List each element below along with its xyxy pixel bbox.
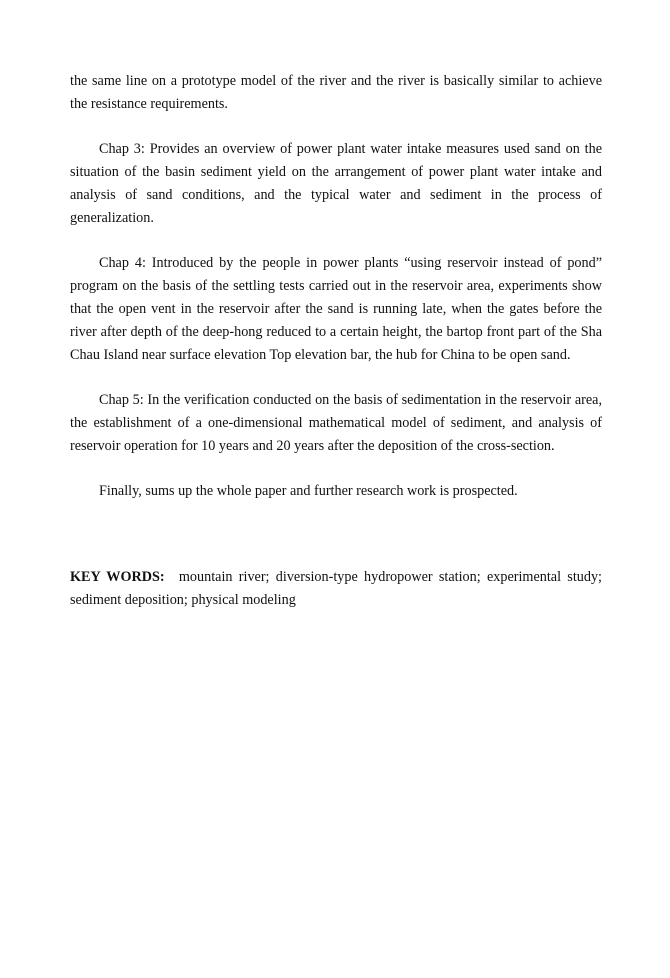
- paragraph-continuation: the same line on a prototype model of the river and the river is basically similar to achieve the resistance requirements.: [70, 73, 602, 112]
- paragraph-chap-3: Chap 3: Provides an overview of power plant water intake measures used sand on the situation of the basin sediment yield on the arrangement of power plant water intake and analysis of sand conditions, and the typical water and sediment in the process of generalization.: [70, 141, 602, 226]
- abstract-body: [70, 70, 602, 634]
- paragraph-chap-5: Chap 5: In the verification conducted on the basis of sedimentation in the reservoir area, the establishment of a one-dimensional mathematical model of sediment, and analysis of reservoir operation for 10 years and 20 years after the deposition of the cross-section.: [70, 392, 602, 454]
- paragraph-conclusion: Finally, sums up the whole paper and further research work is prospected.: [99, 483, 518, 499]
- keywords-section: [70, 566, 602, 612]
- paragraph-chap-4: Chap 4: Introduced by the people in power plants “using reservoir instead of pond” program on the basis of the settling tests carried out in the reservoir area, experiments show that the open vent in the reservoir after the sand is running late, when the gates before the river after depth of the deep-hong reduced to a certain height, the bartop front part of the Sha Chau Island near surface elevation Top elevation bar, the hub for China to be open sand.: [70, 255, 602, 363]
- keywords-text: mountain river; diversion-type hydropower station; experimental study; sediment deposition; physical modeling: [70, 569, 602, 608]
- keywords-label: KEY WORDS:: [70, 569, 165, 585]
